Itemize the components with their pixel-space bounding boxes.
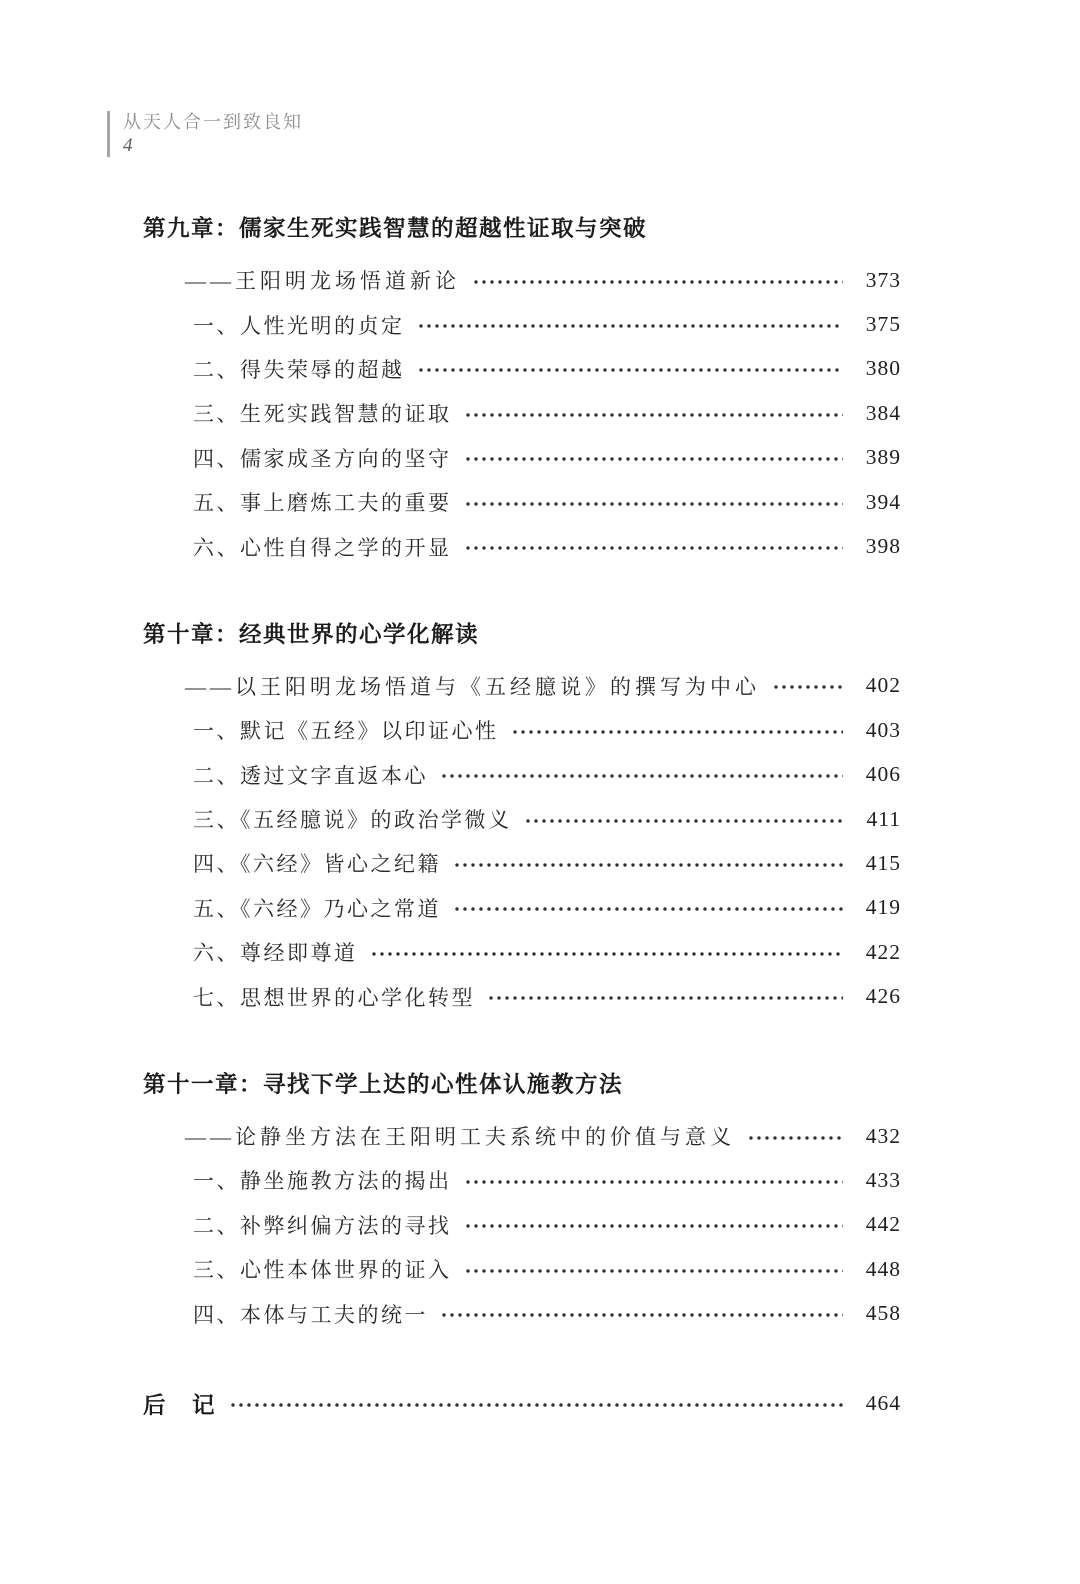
toc-entry-page: 458 <box>865 1301 901 1326</box>
dot-leader <box>464 391 844 435</box>
toc-entry <box>143 480 901 524</box>
toc-entry-page: 464 <box>865 1391 901 1416</box>
toc-entry-title: ——王阳明龙场悟道新论 <box>185 269 460 294</box>
toc-entry-page: 402 <box>865 673 901 698</box>
dot-leader <box>453 841 843 885</box>
dot-leader <box>511 708 844 752</box>
toc-entry <box>143 753 901 797</box>
chapter-heading: 第十一章：寻找下学上达的心性体认施教方法 <box>143 1071 624 1097</box>
dot-leader <box>417 347 844 391</box>
toc-entry-page: 415 <box>865 850 901 875</box>
dot-leader <box>453 886 843 930</box>
dot-leader <box>440 1291 843 1335</box>
toc-entry-title: 六、尊经即尊道 <box>193 941 358 966</box>
toc-entry-page: 411 <box>866 806 901 831</box>
toc-entry <box>143 302 901 346</box>
toc-section <box>143 205 901 569</box>
toc-entry-page: 433 <box>865 1167 901 1192</box>
toc-entry-title: 三、生死实践智慧的证取 <box>193 402 452 427</box>
toc-entry-title: 后 记 <box>143 1392 217 1418</box>
chapter-heading: 第九章：儒家生死实践智慧的超越性证取与突破 <box>143 216 648 241</box>
toc-entry <box>143 797 901 841</box>
toc-entry <box>143 1158 901 1202</box>
toc-entry-title: 五、事上磨炼工夫的重要 <box>193 491 452 516</box>
toc-entry <box>143 347 901 391</box>
toc-entry-title: 四、儒家成圣方向的坚守 <box>193 446 452 471</box>
toc-entry-title: 二、补弊纠偏方法的寻找 <box>193 1213 452 1238</box>
toc-entry-title: 二、得失荣辱的超越 <box>193 357 405 382</box>
toc-entry <box>143 1114 901 1158</box>
chapter-entries <box>143 1114 901 1336</box>
chapter-entries <box>143 664 901 1019</box>
dot-leader <box>464 1247 844 1291</box>
dot-leader <box>487 974 843 1018</box>
toc-entry-page: 373 <box>865 267 901 292</box>
dot-leader <box>464 524 844 568</box>
dot-leader <box>229 1382 843 1426</box>
toc-entry-title: 一、人性光明的贞定 <box>193 313 405 338</box>
toc-entry-title: 三、《五经臆说》的政治学微义 <box>193 808 512 833</box>
toc-entry <box>143 436 901 480</box>
toc-section <box>143 1061 901 1336</box>
chapter-heading: 第十章：经典世界的心学化解读 <box>143 621 480 647</box>
toc-entry <box>143 1247 901 1291</box>
toc-entry-title: 四、《六经》皆心之纪籍 <box>193 852 441 877</box>
toc-entry <box>143 974 901 1018</box>
dot-leader <box>440 753 843 797</box>
toc-entry-backmatter <box>143 1382 901 1426</box>
toc-entry <box>143 258 901 302</box>
running-header <box>107 111 303 157</box>
toc-entry-page: 380 <box>865 356 901 381</box>
toc-entry <box>143 391 901 435</box>
toc-entry-page: 398 <box>865 534 901 559</box>
toc-entry-title: 六、心性自得之学的开显 <box>193 535 452 560</box>
toc-entry-page: 432 <box>865 1123 901 1148</box>
toc-entry-title: 一、静坐施教方法的揭出 <box>193 1169 452 1194</box>
dot-leader <box>464 480 844 524</box>
table-of-contents <box>143 205 901 1426</box>
toc-entry-title: 三、心性本体世界的证入 <box>193 1258 452 1283</box>
toc-entry-page: 389 <box>865 445 901 470</box>
toc-entry-page: 442 <box>865 1212 901 1237</box>
dot-leader <box>772 664 843 708</box>
toc-entry-page: 448 <box>865 1256 901 1281</box>
toc-entry-title: 二、透过文字直返本心 <box>193 763 428 788</box>
dot-leader <box>417 302 844 346</box>
chapter-entries <box>143 258 901 569</box>
toc-entry <box>143 930 901 974</box>
toc-entry-page: 406 <box>865 762 901 787</box>
toc-entry <box>143 886 901 930</box>
dot-leader <box>464 1203 844 1247</box>
toc-entry-title: 四、本体与工夫的统一 <box>193 1302 428 1327</box>
page-number: 4 <box>123 135 133 156</box>
toc-entry <box>143 1291 901 1335</box>
toc-entry <box>143 524 901 568</box>
dot-leader <box>464 436 844 480</box>
toc-entry-title: ——论静坐方法在王阳明工夫系统中的价值与意义 <box>185 1125 735 1150</box>
toc-entry-page: 403 <box>865 717 901 742</box>
toc-entry-page: 419 <box>865 895 901 920</box>
dot-leader <box>747 1114 843 1158</box>
dot-leader <box>472 258 843 302</box>
toc-entry-page: 384 <box>865 400 901 425</box>
dot-leader <box>464 1158 844 1202</box>
toc-entry-title: ——以王阳明龙场悟道与《五经臆说》的撰写为中心 <box>185 674 760 699</box>
book-title: 从天人合一到致良知 <box>123 112 303 132</box>
toc-entry-page: 375 <box>865 312 901 337</box>
toc-entry-page: 426 <box>865 984 901 1009</box>
toc-entry <box>143 664 901 708</box>
dot-leader <box>524 797 844 841</box>
toc-entry-page: 422 <box>865 939 901 964</box>
toc-entry-title: 五、《六经》乃心之常道 <box>193 896 441 921</box>
toc-section <box>143 611 901 1019</box>
toc-entry <box>143 708 901 752</box>
dot-leader <box>370 930 844 974</box>
toc-entry-title: 七、思想世界的心学化转型 <box>193 985 475 1010</box>
toc-entry <box>143 841 901 885</box>
toc-entry-page: 394 <box>865 489 901 514</box>
toc-entry <box>143 1203 901 1247</box>
toc-entry-title: 一、默记《五经》以印证心性 <box>193 719 499 744</box>
